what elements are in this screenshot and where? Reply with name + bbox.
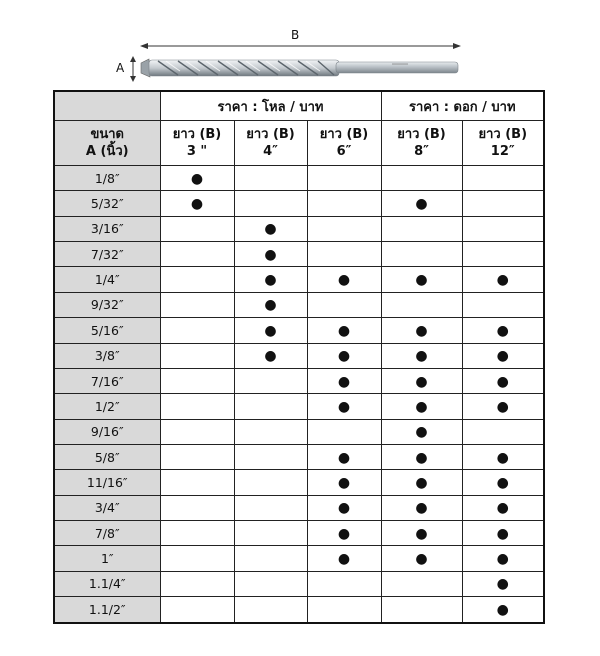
available-dot: ● — [496, 500, 509, 517]
column-header-3in — [160, 121, 234, 166]
availability-cell — [462, 444, 544, 469]
table-row — [54, 267, 544, 292]
availability-cell — [234, 521, 307, 546]
group-header-row — [54, 91, 544, 121]
availability-cell — [381, 571, 462, 596]
availability-cell — [307, 470, 381, 495]
size-cell: 1″ — [54, 546, 160, 571]
availability-cell — [234, 546, 307, 571]
available-dot: ● — [337, 474, 351, 491]
availability-cell — [307, 216, 381, 241]
availability-cell — [307, 546, 381, 571]
availability-cell — [307, 191, 381, 216]
column-header-line2: 12″ — [490, 144, 515, 159]
table-row — [54, 216, 544, 241]
available-dot: ● — [415, 272, 428, 289]
available-dot: ● — [337, 551, 351, 568]
availability-cell — [307, 419, 381, 444]
available-dot: ● — [496, 398, 509, 415]
available-dot: ● — [415, 449, 428, 466]
availability-cell — [234, 318, 307, 343]
available-dot: ● — [337, 449, 351, 466]
availability-cell — [381, 242, 462, 267]
availability-cell — [381, 191, 462, 216]
availability-cell — [234, 394, 307, 419]
size-cell: 9/16″ — [54, 419, 160, 444]
availability-cell — [462, 242, 544, 267]
table-row — [54, 242, 544, 267]
availability-cell — [381, 267, 462, 292]
availability-cell — [462, 521, 544, 546]
availability-cell — [160, 495, 234, 520]
size-header-line1: ขนาด — [90, 127, 124, 142]
available-dot: ● — [415, 525, 428, 542]
table-row — [54, 571, 544, 596]
availability-cell — [307, 242, 381, 267]
availability-cell — [307, 267, 381, 292]
drill-bit — [141, 59, 458, 77]
available-dot: ● — [496, 272, 509, 289]
availability-cell — [462, 597, 544, 623]
availability-cell — [234, 444, 307, 469]
size-cell: 5/16″ — [54, 318, 160, 343]
column-header-line1: ยาว (B) — [397, 127, 446, 142]
group-header-dozen: ราคา : โหล / บาท — [160, 91, 381, 121]
corner-cell — [54, 91, 160, 121]
column-header-line2: 8″ — [414, 144, 429, 159]
available-dot: ● — [415, 322, 428, 339]
availability-cell — [307, 343, 381, 368]
available-dot: ● — [415, 348, 428, 365]
size-cell: 3/4″ — [54, 495, 160, 520]
column-header-6in — [307, 121, 381, 166]
availability-cell — [462, 394, 544, 419]
table-row — [54, 419, 544, 444]
table-row — [54, 470, 544, 495]
column-header-12in — [462, 121, 544, 166]
availability-cell — [381, 444, 462, 469]
availability-cell — [462, 343, 544, 368]
availability-cell — [234, 242, 307, 267]
availability-cell — [160, 343, 234, 368]
available-dot: ● — [496, 449, 509, 466]
availability-cell — [462, 216, 544, 241]
available-dot: ● — [264, 322, 277, 339]
availability-cell — [462, 368, 544, 393]
table-row — [54, 343, 544, 368]
availability-cell — [160, 368, 234, 393]
availability-cell — [234, 166, 307, 191]
available-dot: ● — [415, 196, 428, 213]
available-dot: ● — [264, 246, 277, 263]
availability-cell — [160, 444, 234, 469]
table-row — [54, 394, 544, 419]
available-dot: ● — [496, 348, 509, 365]
available-dot: ● — [415, 398, 428, 415]
availability-cell — [307, 394, 381, 419]
availability-cell — [381, 166, 462, 191]
size-cell: 1.1/4″ — [54, 571, 160, 596]
table-row — [54, 444, 544, 469]
size-cell: 1.1/2″ — [54, 597, 160, 623]
size-cell: 5/8″ — [54, 444, 160, 469]
availability-cell — [160, 394, 234, 419]
table-row — [54, 191, 544, 216]
drill-size-table — [53, 90, 545, 624]
availability-cell — [307, 444, 381, 469]
availability-cell — [381, 216, 462, 241]
availability-cell — [307, 292, 381, 317]
column-header-line2: 4″ — [263, 144, 278, 159]
availability-cell — [160, 267, 234, 292]
availability-cell — [234, 191, 307, 216]
dimension-b-label: B — [291, 28, 300, 42]
availability-cell — [160, 597, 234, 623]
availability-cell — [381, 394, 462, 419]
size-cell: 11/16″ — [54, 470, 160, 495]
availability-cell — [462, 546, 544, 571]
column-header-line2: 3 " — [186, 144, 208, 159]
column-header-line1: ยาว (B) — [246, 127, 295, 142]
dimension-b-line — [140, 43, 461, 49]
drill-diagram — [0, 0, 600, 88]
availability-cell — [234, 216, 307, 241]
table-row — [54, 166, 544, 191]
availability-cell — [307, 597, 381, 623]
availability-cell — [307, 368, 381, 393]
available-dot: ● — [415, 373, 428, 390]
availability-cell — [307, 521, 381, 546]
available-dot: ● — [496, 602, 509, 619]
available-dot: ● — [190, 196, 204, 213]
availability-cell — [160, 318, 234, 343]
column-header-4in — [234, 121, 307, 166]
availability-cell — [462, 267, 544, 292]
available-dot: ● — [190, 170, 204, 187]
available-dot: ● — [264, 348, 277, 365]
available-dot: ● — [264, 221, 277, 238]
size-cell: 7/8″ — [54, 521, 160, 546]
availability-cell — [307, 318, 381, 343]
available-dot: ● — [337, 348, 351, 365]
size-header — [54, 121, 160, 166]
table-row — [54, 495, 544, 520]
column-header-line1: ยาว (B) — [319, 127, 369, 142]
size-cell: 1/8″ — [54, 166, 160, 191]
available-dot: ● — [496, 551, 509, 568]
available-dot: ● — [337, 373, 351, 390]
availability-cell — [234, 267, 307, 292]
available-dot: ● — [415, 551, 428, 568]
availability-cell — [462, 166, 544, 191]
availability-cell — [234, 419, 307, 444]
availability-cell — [381, 368, 462, 393]
availability-cell — [307, 495, 381, 520]
availability-cell — [307, 166, 381, 191]
availability-cell — [381, 470, 462, 495]
available-dot: ● — [496, 576, 509, 593]
table-row — [54, 292, 544, 317]
availability-cell — [462, 318, 544, 343]
availability-cell — [234, 292, 307, 317]
available-dot: ● — [496, 474, 509, 491]
availability-cell — [234, 597, 307, 623]
available-dot: ● — [264, 272, 277, 289]
availability-cell — [234, 571, 307, 596]
size-cell: 3/8″ — [54, 343, 160, 368]
available-dot: ● — [415, 424, 428, 441]
column-header-8in — [381, 121, 462, 166]
available-dot: ● — [337, 500, 351, 517]
column-header-row — [54, 121, 544, 166]
size-cell: 9/32″ — [54, 292, 160, 317]
availability-cell — [234, 343, 307, 368]
availability-cell — [381, 495, 462, 520]
availability-cell — [160, 419, 234, 444]
column-header-line1: ยาว (B) — [478, 127, 528, 142]
availability-cell — [234, 495, 307, 520]
drill-bit-illustration — [0, 0, 600, 88]
availability-cell — [160, 470, 234, 495]
availability-cell — [462, 419, 544, 444]
available-dot: ● — [337, 398, 351, 415]
availability-cell — [160, 166, 234, 191]
availability-cell — [381, 343, 462, 368]
availability-cell — [160, 242, 234, 267]
availability-cell — [234, 470, 307, 495]
available-dot: ● — [337, 322, 351, 339]
availability-cell — [160, 292, 234, 317]
availability-cell — [462, 571, 544, 596]
availability-cell — [160, 191, 234, 216]
size-cell: 1/4″ — [54, 267, 160, 292]
available-dot: ● — [496, 525, 509, 542]
table-row — [54, 318, 544, 343]
availability-cell — [381, 419, 462, 444]
available-dot: ● — [415, 500, 428, 517]
availability-cell — [381, 521, 462, 546]
available-dot: ● — [496, 322, 509, 339]
availability-cell — [462, 495, 544, 520]
size-cell: 1/2″ — [54, 394, 160, 419]
availability-cell — [462, 191, 544, 216]
group-header-piece: ราคา : ดอก / บาท — [381, 91, 544, 121]
availability-cell — [381, 597, 462, 623]
table-row — [54, 597, 544, 623]
dimension-a-line — [130, 56, 136, 82]
available-dot: ● — [337, 272, 351, 289]
availability-cell — [381, 318, 462, 343]
availability-cell — [234, 368, 307, 393]
table-row — [54, 521, 544, 546]
availability-cell — [160, 216, 234, 241]
column-header-line2: 6″ — [336, 144, 352, 159]
size-cell: 7/32″ — [54, 242, 160, 267]
size-header-line2: A (นิ้ว) — [85, 144, 129, 159]
size-cell: 3/16″ — [54, 216, 160, 241]
size-cell: 5/32″ — [54, 191, 160, 216]
available-dot: ● — [496, 373, 509, 390]
dimension-a-label: A — [116, 61, 125, 75]
availability-cell — [160, 521, 234, 546]
table-row — [54, 368, 544, 393]
availability-cell — [381, 546, 462, 571]
availability-cell — [462, 292, 544, 317]
table-row — [54, 546, 544, 571]
available-dot: ● — [337, 525, 351, 542]
availability-cell — [307, 571, 381, 596]
availability-cell — [160, 571, 234, 596]
available-dot: ● — [415, 474, 428, 491]
availability-cell — [160, 546, 234, 571]
column-header-line1: ยาว (B) — [172, 127, 222, 142]
size-cell: 7/16″ — [54, 368, 160, 393]
availability-cell — [381, 292, 462, 317]
availability-cell — [462, 470, 544, 495]
available-dot: ● — [264, 297, 277, 314]
